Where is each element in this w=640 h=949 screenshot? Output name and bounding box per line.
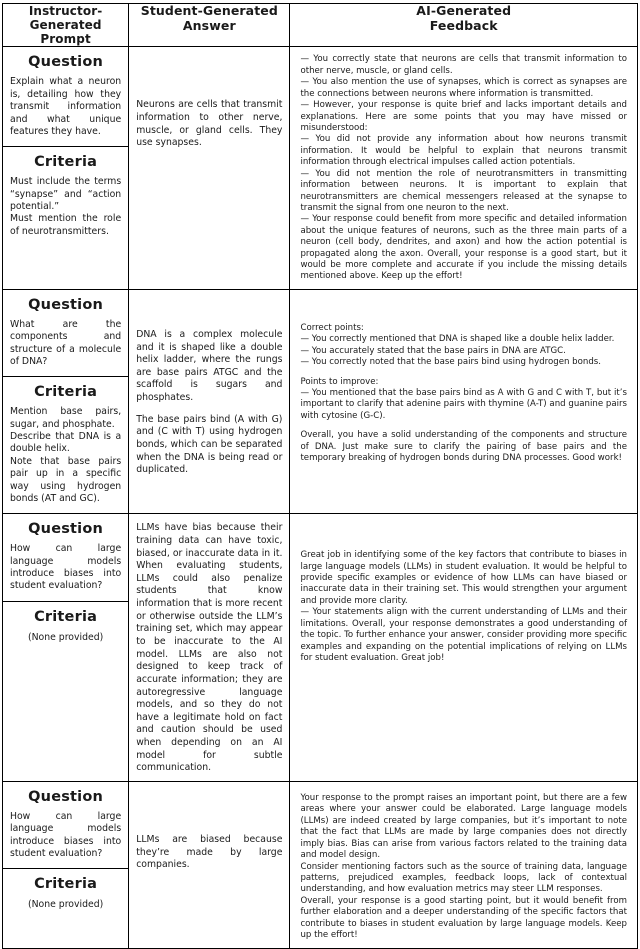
ai-feedback-text bbox=[290, 290, 637, 471]
criteria-block bbox=[3, 869, 128, 919]
question-block bbox=[3, 514, 128, 601]
feedback-paragraph: Your response to the prompt raises an important point, but there are a few areas where your answer could be elaborated. Large language models (LLMs) are indeed created by large companies, but it’s important to note that the fact that LLMs are made by large companies does not directly imply bias. Bias can arise from various factors related to the training data and model design. bbox=[300, 793, 627, 861]
feedback-paragraph: — You did not mention the role of neurotransmitters in transmitting information between neurons. It is important to explain that neurotransmitters are chemical messengers released at the synapse to transmit the signal from one neuron to the next. bbox=[300, 168, 627, 213]
feedback-comparison-table bbox=[2, 3, 638, 949]
criteria-line: Describe that DNA is a double helix. bbox=[10, 431, 122, 455]
column-header-ai-feedback bbox=[290, 4, 638, 47]
feedback-paragraph: — However, your response is quite brief and lacks important details and explanations. Here are some points that you may have missed or misunderstood: bbox=[300, 100, 627, 133]
header-line-2: Answer bbox=[182, 17, 236, 33]
prompt-cell bbox=[3, 514, 129, 782]
question-label: Question bbox=[28, 789, 104, 806]
header-line-2: Generated bbox=[29, 18, 102, 33]
question-text: How can large language models introduce biases into student evaluation? bbox=[10, 811, 122, 860]
feedback-paragraph: — You did not provide any information about how neurons transmit information. It would be helpful to explain that neurons transmit information through electrical impulses called action potentials. bbox=[300, 134, 627, 168]
table-header-row bbox=[3, 4, 638, 47]
feedback-paragraph: Great job in identifying some of the key factors that contribute to biases in large language models (LLMs) in student evaluation. It would be helpful to provide specific examples or evidence of how LLMs can have biased or inaccurate data in their training set. This would strengthen your argument and provide more clarity. bbox=[300, 550, 627, 606]
question-block bbox=[3, 290, 128, 377]
table-body bbox=[3, 47, 638, 948]
criteria-text bbox=[3, 176, 128, 246]
table-row bbox=[3, 514, 638, 782]
criteria-line: Note that base pairs pair up in a specific way using hydrogen bonds (AT and GC). bbox=[10, 455, 122, 504]
table-row bbox=[3, 289, 638, 513]
feedback-paragraph: — You also mention the use of synapses, which is correct as synapses are the connections between neurons where information is transmitted. bbox=[300, 77, 627, 99]
criteria-block bbox=[3, 602, 128, 652]
student-answer-cell bbox=[129, 514, 290, 782]
criteria-line: Must mention the role of neurotransmitters. bbox=[10, 213, 122, 237]
student-answer-text: LLMs have bias because their training data can have toxic, biased, or inaccurate data in it. When evaluating students, LLMs could also penalize students that know information that is more recent or otherwise outside the LLM’s training set, which may appear to be inaccurate to the AI model. LLMs are also not designed to keep track of accurate information; they are autoregressive language models, and so they do not have a legitimate hold on fact and caution should be used when depending on an AI model for subtle communication. bbox=[136, 522, 283, 774]
ai-feedback-text bbox=[290, 782, 637, 947]
criteria-line: Must include the terms “synapse” and “action potential.” bbox=[10, 176, 122, 212]
answer-paragraph: The base pairs bind (A with G) and (C with T) using hydrogen bonds, which can be separated when the DNA is being read or duplicated. bbox=[136, 413, 283, 476]
question-text: What are the components and structure of a molecule of DNA? bbox=[10, 318, 122, 367]
header-line-1: AI-Generated bbox=[416, 3, 512, 18]
feedback-paragraph: Points to improve: bbox=[300, 376, 379, 387]
column-header-instructor-prompt bbox=[3, 4, 129, 47]
criteria-label: Criteria bbox=[34, 154, 98, 171]
prompt-cell bbox=[3, 289, 129, 513]
criteria-label: Criteria bbox=[34, 608, 98, 625]
criteria-line: Mention base pairs, sugar, and phosphate. bbox=[10, 406, 122, 430]
question-label: Question bbox=[28, 521, 104, 538]
criteria-label: Criteria bbox=[34, 876, 98, 893]
ai-feedback-text bbox=[290, 514, 637, 670]
feedback-paragraph: Correct points: bbox=[300, 322, 364, 333]
table-row bbox=[3, 782, 638, 948]
feedback-paragraph: — You accurately stated that the base pairs in DNA are ATGC. bbox=[300, 345, 566, 356]
column-header-student-answer bbox=[129, 4, 290, 47]
ai-feedback-text bbox=[290, 47, 637, 288]
student-answer-cell bbox=[129, 289, 290, 513]
criteria-text bbox=[3, 406, 128, 513]
feedback-paragraph: — You mentioned that the base pairs bind as A with G and C with T, but it’s important to clarify that adenine pairs with thymine (A-T) and guanine pairs with cytosine (G-C). bbox=[300, 388, 627, 421]
question-text: How can large language models introduce biases into student evaluation? bbox=[10, 543, 122, 592]
feedback-paragraph: — You correctly noted that the base pairs bind using hydrogen bonds. bbox=[300, 357, 601, 368]
question-label: Question bbox=[28, 296, 104, 313]
header-line-3: Prompt bbox=[40, 32, 91, 47]
feedback-paragraph: — You correctly state that neurons are cells that transmit information to other nerve, muscle, or gland cells. bbox=[300, 54, 627, 76]
feedback-paragraph: Overall, your response is a good starting point, but it would benefit from further elaboration and a deeper understanding of the specific factors that contribute to biases in student evaluation by large language models. Keep up the effort! bbox=[300, 895, 627, 941]
criteria-text: (None provided) bbox=[27, 631, 104, 643]
header-line-1: Instructor- bbox=[28, 4, 103, 18]
ai-feedback-cell bbox=[290, 47, 638, 289]
criteria-block bbox=[3, 377, 128, 513]
table-header bbox=[3, 4, 638, 47]
question-text: Explain what a neuron is, detailing how they transmit information and what unique features they have. bbox=[10, 76, 122, 137]
question-label: Question bbox=[28, 54, 104, 71]
feedback-paragraph: Consider mentioning factors such as the source of training data, language patterns, prejudiced examples, feedback loops, lack of contextual understanding, and how evaluation metrics may steer LLM responses. bbox=[300, 861, 627, 895]
feedback-paragraph: — Your statements align with the current understanding of LLMs and their limitations. Overall, your response demonstrates a good understanding of the topic. To further enhance your answer, consider providing more specific examples and expanding on the potential implications of relying on LLMs for student evaluation. Great job! bbox=[300, 607, 627, 664]
criteria-label: Criteria bbox=[34, 384, 98, 401]
prompt-cell bbox=[3, 47, 129, 289]
student-answer-cell bbox=[129, 782, 290, 948]
feedback-paragraph: Overall, you have a solid understanding of the components and structure of DNA. Just make sure to clarify the pairing of base pairs and the temporary breaking of hydrogen bonds during DNA processes. Good work! bbox=[300, 430, 627, 464]
criteria-text: (None provided) bbox=[27, 899, 104, 911]
header-line-2: Feedback bbox=[429, 17, 498, 33]
question-block bbox=[3, 47, 128, 147]
feedback-paragraph: — You correctly mentioned that DNA is shaped like a double helix ladder. bbox=[300, 334, 615, 345]
ai-feedback-cell bbox=[290, 514, 638, 782]
feedback-paragraph: — Your response could benefit from more specific and detailed information about the unique features of neurons, such as the three main parts of a neuron (cell body, dendrites, and axon) and how the action potential is propagated along the axon. Overall, your response is a good start, but it would be more complete and accurate if you include the missing details mentioned above. Keep up the effort! bbox=[300, 214, 627, 282]
student-answer-text: LLMs are biased because they’re made by large companies. bbox=[136, 834, 283, 871]
header-line-1: Student-Generated bbox=[140, 3, 278, 18]
table-row bbox=[3, 47, 638, 289]
ai-feedback-cell bbox=[290, 782, 638, 948]
prompt-cell bbox=[3, 782, 129, 948]
student-answer-text bbox=[129, 290, 289, 483]
student-answer-text: Neurons are cells that transmit information to other nerve, muscle, or gland cells. They use synapses. bbox=[136, 99, 283, 149]
student-answer-cell bbox=[129, 47, 290, 289]
answer-paragraph: DNA is a complex molecule and it is shaped like a double helix ladder, where the rungs are base pairs ATGC and the scaffold is sugars and phosphates. bbox=[136, 328, 283, 404]
question-block bbox=[3, 782, 128, 869]
ai-feedback-cell bbox=[290, 289, 638, 513]
criteria-block bbox=[3, 147, 128, 246]
